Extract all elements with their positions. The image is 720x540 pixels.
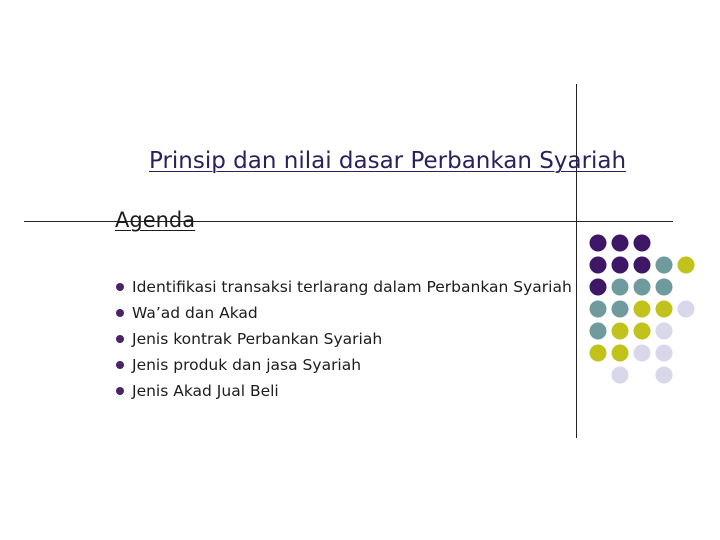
dot-lavender: [656, 367, 673, 384]
dot-olive: [678, 257, 695, 274]
dot-teal: [634, 279, 651, 296]
dot-purple: [612, 257, 629, 274]
dot-olive: [590, 345, 607, 362]
dot-olive: [634, 323, 651, 340]
dot-lavender: [678, 301, 695, 318]
agenda-item-text: Jenis kontrak Perbankan Syariah: [132, 330, 383, 348]
dot-lavender: [656, 345, 673, 362]
slide-title: Prinsip dan nilai dasar Perbankan Syariah: [149, 148, 627, 174]
dot-purple: [590, 257, 607, 274]
agenda-item-text: Identifikasi transaksi terlarang dalam Perbankan Syariah: [132, 278, 572, 296]
agenda-heading: Agenda: [115, 208, 196, 232]
dot-olive: [634, 301, 651, 318]
dot-teal: [656, 257, 673, 274]
dot-olive: [612, 323, 629, 340]
dot-purple: [590, 279, 607, 296]
dot-olive: [612, 345, 629, 362]
dot-purple: [590, 235, 607, 252]
dot-olive: [656, 301, 673, 318]
agenda-item-text: Jenis Akad Jual Beli: [132, 382, 279, 400]
dot-teal: [590, 323, 607, 340]
dot-teal: [612, 301, 629, 318]
dot-teal: [612, 279, 629, 296]
dot-lavender: [656, 323, 673, 340]
agenda-item-text: Wa’ad dan Akad: [132, 304, 258, 322]
agenda-item-text: Jenis produk dan jasa Syariah: [132, 356, 362, 374]
dot-teal: [590, 301, 607, 318]
dot-purple: [634, 257, 651, 274]
dot-purple: [634, 235, 651, 252]
dot-lavender: [634, 345, 651, 362]
dot-teal: [656, 279, 673, 296]
dot-lavender: [612, 367, 629, 384]
dot-purple: [612, 235, 629, 252]
